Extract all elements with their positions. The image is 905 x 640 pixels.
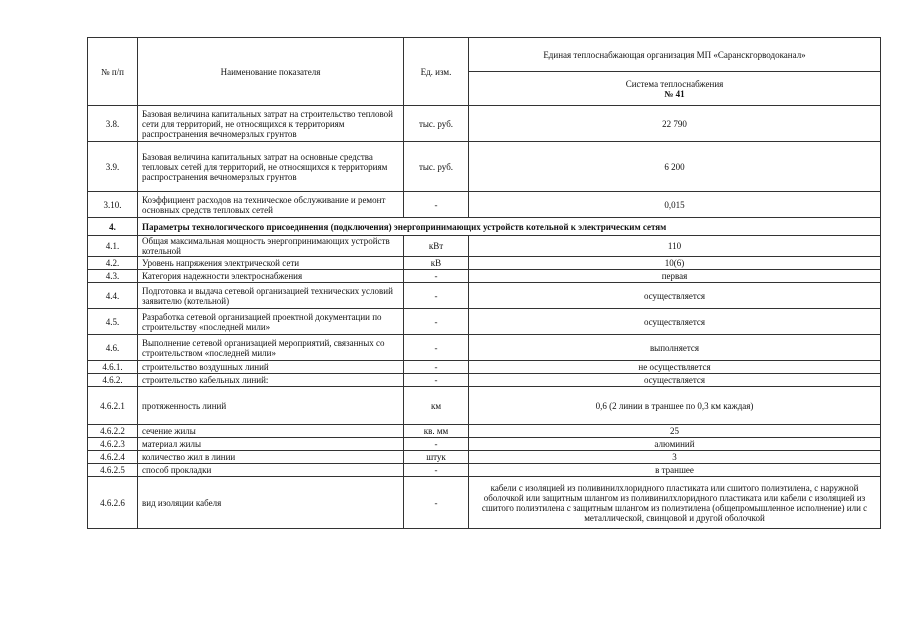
table-row [88,257,881,270]
row-number: 4.6.2.5 [88,464,138,477]
row-name: протяженность линий [138,387,404,425]
table-row [88,270,881,283]
row-number: 4.6.2.1 [88,387,138,425]
row-unit: тыс. руб. [404,106,469,142]
table-row [88,192,881,218]
row-value: 0,015 [469,192,881,218]
row-value: 110 [469,236,881,257]
row-value: 25 [469,425,881,438]
row-value: алюминий [469,438,881,451]
row-number: 3.9. [88,142,138,192]
header-row [88,38,881,72]
row-name: Общая максимальная мощность энергопринимающих устройств котельной [138,236,404,257]
row-number: 4.6.2.3 [88,438,138,451]
row-unit: - [404,335,469,361]
row-value: 0,6 (2 линии в траншее по 0,3 км каждая) [469,387,881,425]
row-unit: - [404,270,469,283]
row-number: 3.10. [88,192,138,218]
row-unit: - [404,192,469,218]
table-row [88,477,881,529]
row-number: 4.6.2.4 [88,451,138,464]
row-unit: кв. мм [404,425,469,438]
table-row [88,425,881,438]
row-name: Базовая величина капитальных затрат на строительство тепловой сети для территорий, не относящихся к территориям распространения вечномерзлых грунтов [138,106,404,142]
row-name: сечение жилы [138,425,404,438]
row-unit: - [404,477,469,529]
row-name: строительство кабельных линий: [138,374,404,387]
row-number: 4.2. [88,257,138,270]
row-name: способ прокладки [138,464,404,477]
row-value: первая [469,270,881,283]
row-number: 4.6.2.6 [88,477,138,529]
table-row [88,335,881,361]
header-system-number: № 41 [664,88,685,99]
row-number: 4.6.1. [88,361,138,374]
row-unit: - [404,283,469,309]
row-unit: - [404,361,469,374]
row-name: вид изоляции кабеля [138,477,404,529]
header-organization: Единая теплоснабжающая организация МП «Саранскгорводоканал» [469,38,881,72]
row-name: Коэффициент расходов на техническое обслуживание и ремонт основных средств тепловых сетей [138,192,404,218]
table-row [88,309,881,335]
row-value: осуществляется [469,283,881,309]
row-value: 22 790 [469,106,881,142]
section-title: Параметры технологического присоединения (подключения) энергопринимающих устройств котельной к электрическим сетям [138,218,881,236]
row-unit: - [404,464,469,477]
row-value: в траншее [469,464,881,477]
row-number: 4.6.2.2 [88,425,138,438]
row-unit: - [404,309,469,335]
row-unit: км [404,387,469,425]
table-row [88,387,881,425]
header-name: Наименование показателя [138,38,404,106]
row-name: строительство воздушных линий [138,361,404,374]
table-row [88,142,881,192]
row-name: Уровень напряжения электрической сети [138,257,404,270]
row-number: 4.3. [88,270,138,283]
header-num: № п/п [88,38,138,106]
header-system [469,72,881,106]
row-value: осуществляется [469,374,881,387]
row-value: осуществляется [469,309,881,335]
header-unit: Ед. изм. [404,38,469,106]
row-value: выполняется [469,335,881,361]
table-row [88,451,881,464]
row-name: количество жил в линии [138,451,404,464]
row-name: Выполнение сетевой организацией мероприятий, связанных со строительством «последней мили» [138,335,404,361]
row-number: 4.6. [88,335,138,361]
table-row [88,464,881,477]
table-row [88,361,881,374]
row-unit: штук [404,451,469,464]
row-number: 4.5. [88,309,138,335]
header-system-label: Система теплоснабжения [625,78,724,89]
row-name: Базовая величина капитальных затрат на основные средства тепловых сетей для территорий, не относящихся к территориям распространения вечномерзлых грунтов [138,142,404,192]
row-name: материал жилы [138,438,404,451]
row-value: кабели с изоляцией из поливинилхлоридного пластиката или сшитого полиэтилена, с наружной оболочкой или защитным шлангом из поливинилхлоридного пластиката или кабели с изоляцией из сшитого полиэтилена с защитным шлангом из полиэтилена (общепромышленное исполнение) или с металлической, свинцовой и другой оболочкой [469,477,881,529]
row-number: 4.6.2. [88,374,138,387]
table-row [88,106,881,142]
row-unit: - [404,374,469,387]
indicators-table [87,37,881,529]
row-unit: кВт [404,236,469,257]
row-number: 4.4. [88,283,138,309]
row-name: Подготовка и выдача сетевой организацией технических условий заявителю (котельной) [138,283,404,309]
row-value: 6 200 [469,142,881,192]
row-value: 3 [469,451,881,464]
row-number: 4. [88,218,138,236]
table-row [88,438,881,451]
row-unit: тыс. руб. [404,142,469,192]
row-value: 10(6) [469,257,881,270]
row-name: Категория надежности электроснабжения [138,270,404,283]
row-unit: кВ [404,257,469,270]
table-row [88,283,881,309]
table-row [88,374,881,387]
section-row [88,218,881,236]
row-name: Разработка сетевой организацией проектной документации по строительству «последней мили» [138,309,404,335]
table-row [88,236,881,257]
row-number: 4.1. [88,236,138,257]
row-number: 3.8. [88,106,138,142]
row-unit: - [404,438,469,451]
row-value: не осуществляется [469,361,881,374]
